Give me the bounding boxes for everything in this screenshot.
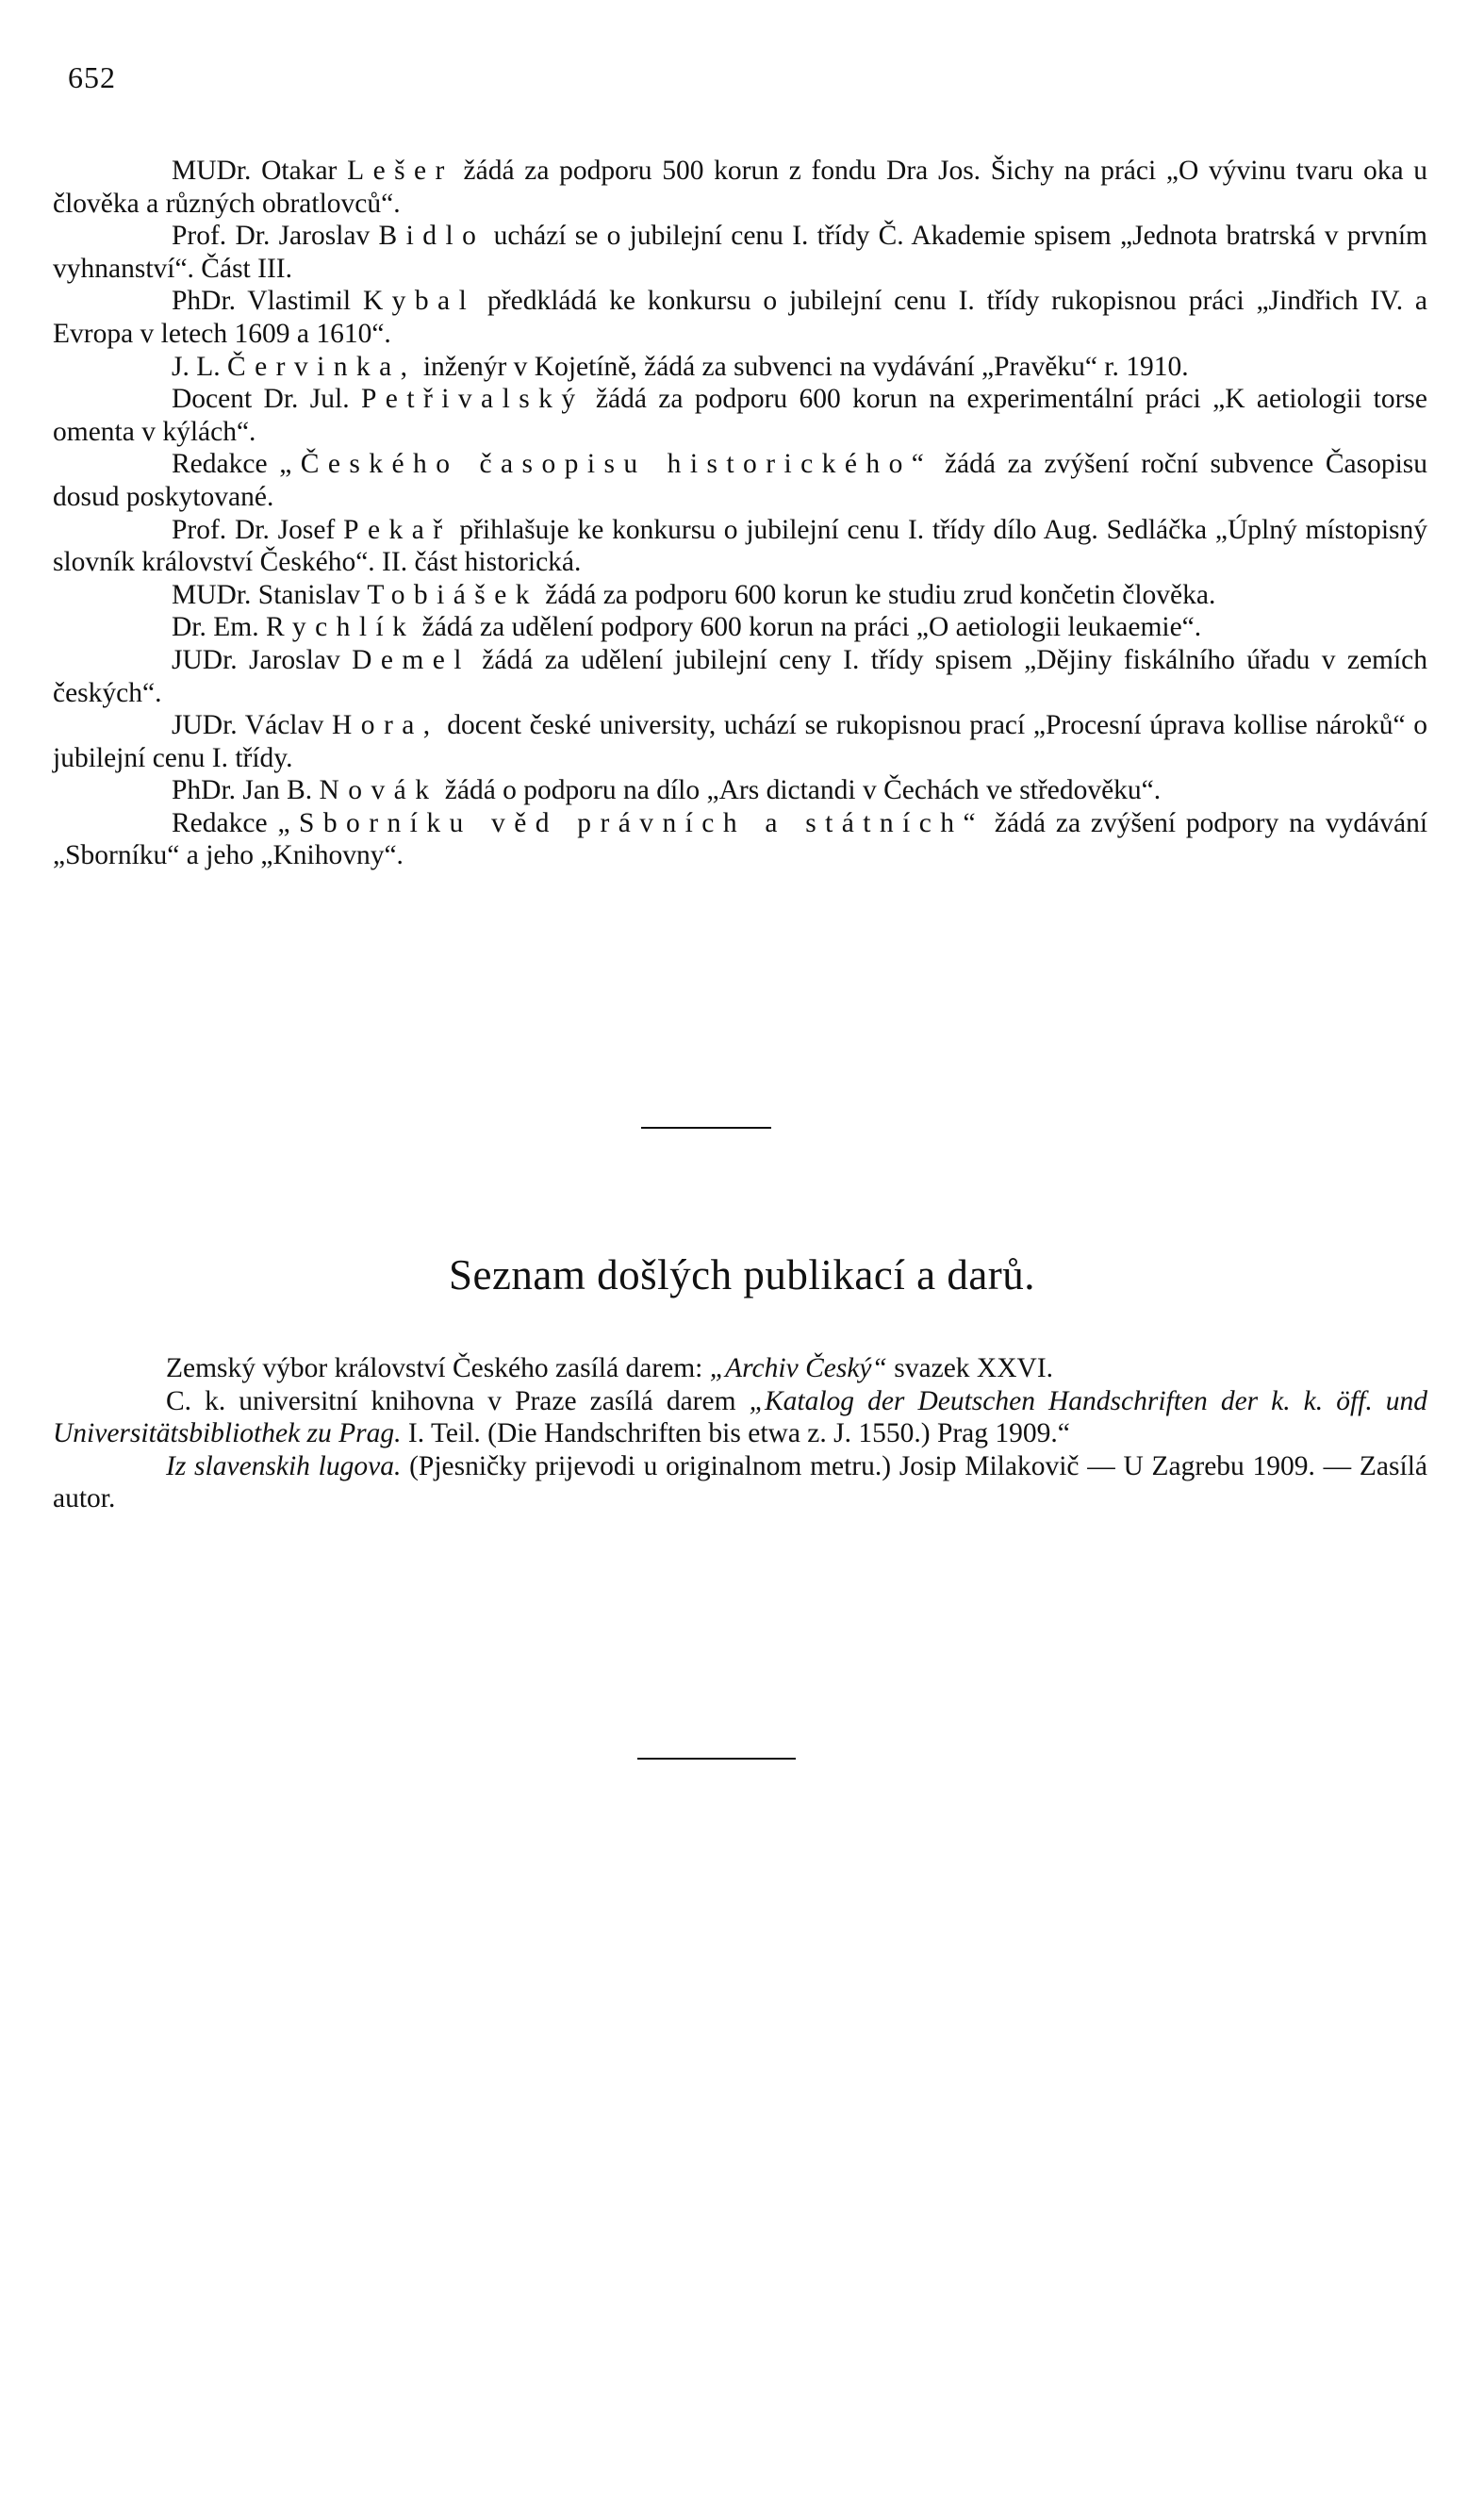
entry-surname: Petřivalský [360, 384, 585, 415]
request-entry [53, 383, 1427, 448]
entry-surname: Novák [319, 775, 438, 806]
entry-surname: Pekař [343, 514, 452, 545]
entry-text: předkládá ke konkursu o jubilejní cenu I. třídy rukopisnou práci „Jindřich IV. a Evropa v letech 1609 a 1610“. [53, 286, 1428, 349]
requests-list [53, 155, 1427, 872]
entry-text: žádá za podporu 600 korun na experimentální práci „K aetiologii torse omenta v kýlách“. [53, 384, 1427, 447]
request-entry [53, 285, 1427, 350]
entry-surname: Demel [352, 644, 470, 675]
publication-text: I. Teil. (Die Handschriften bis etwa z. J. 1550.) Prag 1909.“ [407, 1418, 1070, 1449]
publication-text: (Pjesničky prijevodi u originalnom metru.) Josip Milakovič — U Zagrebu 1909. — Zasílá autor. [53, 1450, 1427, 1514]
section-divider [641, 1127, 771, 1129]
entry-text: žádá za zvýšení roční subvence Časopisu dosud poskytované. [53, 449, 1428, 512]
publication-entry [53, 1352, 1427, 1385]
page-number: 652 [68, 60, 116, 94]
entry-name: J. L. [172, 351, 221, 382]
entry-surname: Lešer [347, 156, 453, 186]
request-entry [53, 155, 1427, 220]
entry-surname: Rychlík [265, 612, 416, 643]
entry-name: Prof. Dr. Josef [172, 514, 336, 545]
request-entry [53, 448, 1427, 513]
request-entry [53, 774, 1427, 807]
entry-text: žádá za podporu 600 korun ke studiu zrud končetin člověka. [545, 579, 1216, 610]
request-entry [53, 220, 1427, 285]
publication-text: Zemský výbor království Českého zasílá darem: [166, 1353, 703, 1383]
entry-name: MUDr. Stanislav [172, 579, 360, 610]
section-title: Seznam došlých publikací a darů. [448, 1251, 1036, 1298]
request-entry [53, 709, 1427, 774]
entry-surname: Hora, [332, 710, 439, 741]
publication-entry [53, 1385, 1427, 1450]
entry-text: inženýr v Kojetíně, žádá za subvenci na vydávání „Pravěku“ r. 1910. [422, 351, 1189, 382]
publications-list [53, 1352, 1427, 1515]
publication-text: svazek XXVI. [894, 1353, 1054, 1383]
entry-surname: „Sborníku věd právních a státních“ [277, 807, 985, 838]
entry-text: přihlašuje ke konkursu o jubilejní cenu I. třídy dílo Aug. Sedláčka „Úplný místopisný slovník království Českého“. II. část historická. [53, 514, 1428, 578]
request-entry [53, 611, 1427, 644]
publication-title: „Archiv Český“ [709, 1353, 887, 1383]
publication-title: Iz slavenskih lugova. [166, 1450, 402, 1481]
request-entry [53, 514, 1427, 579]
entry-name: Dr. Em. [172, 612, 259, 643]
entry-surname: „Českého časopisu historického“ [279, 449, 933, 480]
entry-name: JUDr. Jaroslav [172, 644, 340, 675]
entry-text: žádá o podporu na dílo „Ars dictandi v Čechách ve středověku“. [444, 775, 1162, 806]
entry-surname: Kybal [362, 286, 476, 317]
entry-surname: Tobiášek [367, 579, 538, 610]
entry-name: Docent Dr. Jul. [172, 384, 350, 415]
entry-surname: Bidlo [378, 221, 486, 252]
entry-surname: Červinka, [227, 351, 417, 382]
entry-name: MUDr. Otakar [172, 156, 338, 186]
entry-text: žádá za udělení podpory 600 korun na práci „O aetiologii leukaemie“. [421, 612, 1202, 643]
end-divider [637, 1758, 796, 1760]
entry-name: Prof. Dr. Jaroslav [172, 221, 371, 252]
request-entry [53, 807, 1427, 872]
entry-name: PhDr. Vlastimil [172, 286, 352, 317]
entry-text: žádá za podporu 500 korun z fondu Dra Jos. Šichy na práci „O vývinu tvaru oka u člověka a různých obratlovců“. [53, 156, 1428, 219]
entry-text: docent české university, uchází se rukopisnou prací „Procesní úprava kollise nároků“ o jubilejní cenu I. třídy. [53, 710, 1427, 773]
entry-name: Redakce [172, 449, 268, 480]
publication-title: „Katalog der Deutschen Handschriften der k. k. öff. und Universitätsbibliothek zu Prag. [53, 1385, 1427, 1449]
entry-name: JUDr. Václav [172, 710, 324, 741]
entry-text: žádá za zvýšení podpory na vydávání „Sborníku“ a jeho „Knihovny“. [53, 807, 1428, 871]
request-entry [53, 644, 1427, 709]
request-entry [53, 351, 1427, 384]
entry-text: uchází se o jubilejní cenu I. třídy Č. Akademie spisem „Jednota bratrská v prvním vyhnanství“. Část III. [53, 221, 1427, 284]
request-entry [53, 579, 1427, 612]
publication-text: C. k. universitní knihovna v Praze zasílá darem [166, 1385, 736, 1416]
entry-name: PhDr. Jan B. [172, 775, 313, 806]
entry-text: žádá za udělení jubilejní ceny I. třídy spisem „Dějiny fiskálního úřadu v zemích českých“. [53, 644, 1428, 708]
entry-name: Redakce [172, 807, 268, 838]
publication-entry [53, 1450, 1427, 1515]
